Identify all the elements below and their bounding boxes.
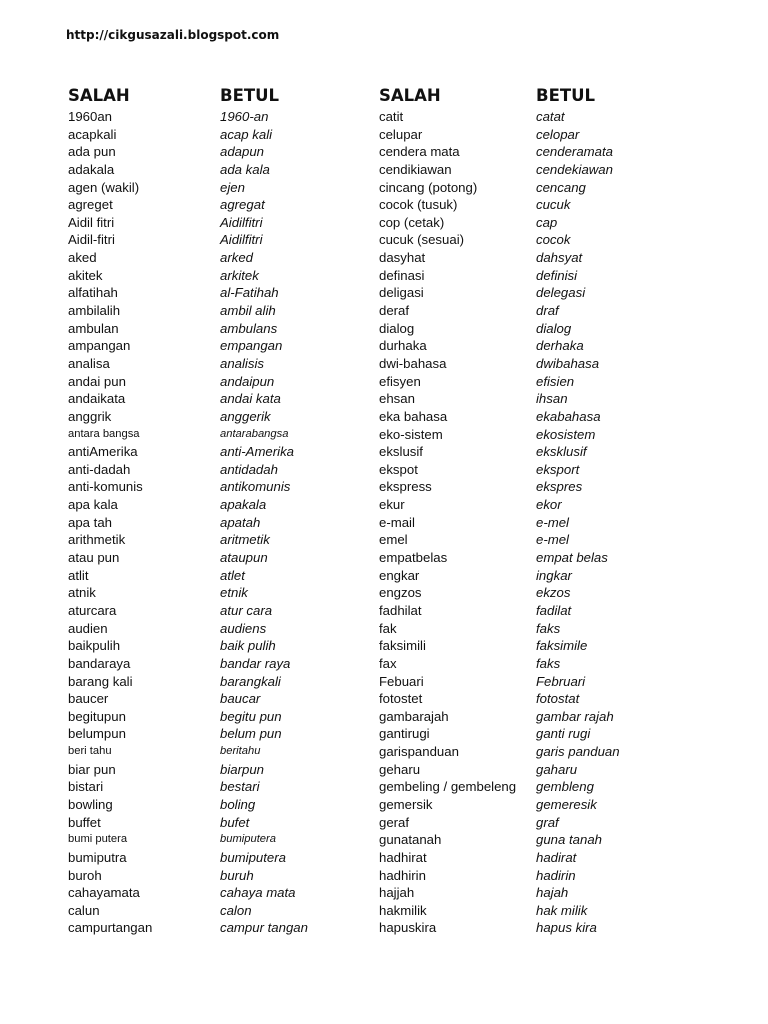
word-entry: gantirugi (379, 726, 430, 742)
word-entry: acapkali (68, 126, 117, 142)
word-entry: biarpun (220, 761, 264, 777)
word-entry: atur cara (220, 602, 273, 618)
entry-list (379, 108, 516, 937)
word-entry: definasi (379, 267, 425, 283)
word-entry: ihsan (536, 391, 568, 407)
word-entry: ataupun (220, 550, 268, 566)
word-entry: delegasi (536, 285, 586, 301)
word-entry: aturcara (68, 602, 117, 618)
word-entry: ambulans (220, 320, 278, 336)
word-entry: Aidil-fitri (68, 232, 115, 248)
column-salah-2 (379, 84, 516, 937)
word-entry: ekor (536, 497, 562, 513)
word-entry: barang kali (68, 673, 133, 689)
word-entry: hadirin (536, 867, 576, 883)
word-entry: arkitek (220, 267, 259, 283)
word-entry: fadhilat (379, 602, 422, 618)
word-entry: geraf (379, 814, 410, 830)
word-entry: draf (536, 303, 559, 319)
word-entry: hapuskira (379, 920, 437, 936)
word-entry: deraf (379, 303, 410, 319)
word-entry: ehsan (379, 391, 415, 407)
word-entry: dwibahasa (536, 355, 600, 371)
column-header: SALAH (68, 86, 130, 105)
word-entry: fax (379, 655, 397, 671)
word-entry: cahaya mata (220, 885, 296, 901)
word-entry: ambil alih (220, 303, 276, 319)
word-entry: dialog (536, 320, 572, 336)
word-entry: derhaka (536, 338, 584, 354)
word-entry: calon (220, 902, 252, 918)
word-entry: e-mel (536, 532, 569, 548)
word-entry: beri tahu (68, 745, 112, 758)
word-entry: atau pun (68, 550, 120, 566)
word-entry: catit (379, 109, 404, 124)
word-entry: bandaraya (68, 655, 131, 671)
word-entry: hak milik (536, 902, 588, 918)
word-entry: begitupun (68, 708, 126, 724)
entry-list (68, 108, 152, 937)
word-entry: cahayamata (68, 885, 140, 901)
word-entry: empatbelas (379, 550, 448, 566)
word-entry: garis panduan (536, 744, 620, 760)
word-entry: cincang (potong) (379, 179, 478, 195)
word-entry: bumiputera (220, 833, 276, 846)
word-entry: cucuk (536, 197, 571, 213)
word-entry: cucuk (sesuai) (379, 232, 465, 248)
word-entry: cendikiawan (379, 161, 452, 177)
word-entry: cendekiawan (536, 161, 613, 177)
word-entry: ambilalih (68, 303, 121, 319)
word-entry: e-mel (536, 514, 569, 530)
word-entry: barangkali (220, 673, 281, 689)
word-entry: apa kala (68, 497, 118, 513)
word-entry: gemeresik (536, 796, 597, 812)
word-entry: apakala (220, 497, 267, 513)
word-entry: aritmetik (220, 532, 270, 548)
word-entry: begitu pun (220, 708, 282, 724)
word-entry: buffet (68, 814, 101, 830)
word-entry: bandar raya (220, 655, 291, 671)
word-entry: emel (379, 532, 408, 548)
word-entry: anggerik (220, 408, 271, 424)
word-entry: cocok (536, 232, 571, 248)
word-entry: andaikata (68, 391, 126, 407)
word-entry: bistari (68, 779, 104, 795)
word-entry: efisyen (379, 373, 421, 389)
word-entry: ekosistem (536, 426, 596, 442)
column-header: SALAH (379, 86, 441, 105)
word-entry: bumi putera (68, 833, 128, 846)
word-entry: engkar (379, 567, 420, 583)
word-entry: faks (536, 655, 561, 671)
word-entry: gambar rajah (536, 708, 614, 724)
word-entry: anti-dadah (68, 461, 131, 477)
word-entry: antiAmerika (68, 444, 138, 460)
word-entry: arithmetik (68, 532, 126, 548)
word-entry: cop (cetak) (379, 214, 445, 230)
word-entry: hadirat (536, 849, 577, 865)
word-entry: adakala (68, 161, 115, 177)
word-entry: definisi (536, 267, 578, 283)
word-entry: agreget (68, 197, 113, 213)
word-entry: Aidilfitri (220, 214, 263, 230)
column-betul-1 (220, 84, 308, 937)
word-entry: atlet (220, 567, 245, 583)
word-entry: eka bahasa (379, 408, 448, 424)
word-entry: ekzos (536, 585, 571, 601)
word-entry: empat belas (536, 550, 608, 566)
word-entry: cencang (536, 179, 586, 195)
word-entry: anti-komunis (68, 479, 143, 495)
entry-list (536, 108, 620, 937)
word-entry: apa tah (68, 514, 112, 530)
word-entry: ekabahasa (536, 408, 601, 424)
word-entry: baik pulih (220, 638, 276, 654)
word-entry: Aidil fitri (68, 214, 115, 230)
word-entry: bufet (220, 814, 250, 830)
word-entry: analisa (68, 355, 110, 371)
word-entry: gemersik (379, 796, 433, 812)
word-entry: cendera mata (379, 144, 460, 160)
word-entry: campur tangan (220, 920, 308, 936)
word-entry: audien (68, 620, 108, 636)
word-entry: cocok (tusuk) (379, 197, 458, 213)
word-entry: gunatanah (379, 832, 442, 848)
word-entry: atlit (68, 567, 89, 583)
word-entry: eksport (536, 461, 580, 477)
word-entry: fadilat (536, 602, 572, 618)
word-entry: efisien (536, 373, 575, 389)
word-entry: ada kala (220, 161, 270, 177)
word-entry: gembleng (536, 779, 594, 795)
word-entry: hajjah (379, 885, 415, 901)
word-entry: faksimile (536, 638, 588, 654)
word-entry: hakmilik (379, 902, 427, 918)
word-entry: andaipun (220, 373, 275, 389)
blog-url: http://cikgusazali.blogspot.com (66, 28, 280, 42)
word-entry: atnik (68, 585, 96, 601)
word-entry: cenderamata (536, 144, 613, 160)
word-entry: belum pun (220, 726, 282, 742)
entry-list (220, 108, 308, 937)
word-entry: gambarajah (379, 708, 449, 724)
word-entry: ekur (379, 497, 405, 513)
word-entry: bumiputera (220, 849, 286, 865)
word-entry: boling (220, 796, 256, 812)
word-entry: calun (68, 902, 100, 918)
word-entry: graf (536, 814, 559, 830)
word-entry: gaharu (536, 761, 578, 777)
word-entry: campurtangan (68, 920, 153, 936)
word-entry: akitek (68, 267, 103, 283)
word-entry: analisis (220, 355, 264, 371)
word-entry: acap kali (220, 126, 273, 142)
word-entry: antara bangsa (68, 427, 140, 440)
word-entry: dahsyat (536, 250, 583, 266)
word-entry: ingkar (536, 567, 572, 583)
word-entry: belumpun (68, 726, 126, 742)
word-entry: celupar (379, 126, 423, 142)
word-entry: engzos (379, 585, 422, 601)
word-entry: ekspres (536, 479, 583, 495)
word-entry: al-Fatihah (220, 285, 279, 301)
word-entry: cap (536, 214, 558, 230)
word-entry: agregat (220, 197, 265, 213)
word-entry: garispanduan (379, 744, 459, 760)
word-entry: andai kata (220, 391, 281, 407)
word-entry: dialog (379, 320, 415, 336)
word-entry: bowling (68, 796, 113, 812)
word-entry: ekspress (379, 479, 432, 495)
word-entry: durhaka (379, 338, 427, 354)
word-entry: fak (379, 620, 397, 636)
word-entry: faks (536, 620, 561, 636)
word-entry: antikomunis (220, 479, 291, 495)
word-entry: audiens (220, 620, 267, 636)
word-entry: baucer (68, 691, 109, 707)
word-entry: ekslusif (379, 444, 423, 460)
column-betul-2 (536, 84, 620, 937)
word-entry: biar pun (68, 761, 116, 777)
word-entry: antidadah (220, 461, 278, 477)
word-entry: etnik (220, 585, 248, 601)
word-entry: hajah (536, 885, 569, 901)
word-entry: geharu (379, 761, 421, 777)
word-entry: ampangan (68, 338, 131, 354)
word-entry: 1960-an (220, 109, 269, 124)
word-entry: Febuari (379, 673, 424, 689)
word-entry: baikpulih (68, 638, 121, 654)
word-entry: apatah (220, 514, 261, 530)
word-entry: ganti rugi (536, 726, 591, 742)
word-entry: ambulan (68, 320, 119, 336)
word-entry: alfatihah (68, 285, 118, 301)
word-entry: fotostat (536, 691, 580, 707)
word-entry: deligasi (379, 285, 424, 301)
word-entry: bumiputra (68, 849, 127, 865)
word-entry: agen (wakil) (68, 179, 140, 195)
word-entry: empangan (220, 338, 283, 354)
word-entry: antarabangsa (220, 427, 289, 440)
word-entry: beritahu (220, 745, 261, 758)
word-entry: Februari (536, 673, 586, 689)
word-entry: catat (536, 109, 565, 124)
word-entry: baucar (220, 691, 261, 707)
word-entry: celopar (536, 126, 580, 142)
word-entry: gembeling / gembeleng (379, 779, 517, 795)
column-header: BETUL (220, 86, 280, 105)
word-entry: hapus kira (536, 920, 597, 936)
word-entry: Aidilfitri (220, 232, 263, 248)
word-entry: dwi-bahasa (379, 355, 447, 371)
word-entry: guna tanah (536, 832, 603, 848)
word-entry: anggrik (68, 408, 112, 424)
word-entry: adapun (220, 144, 265, 160)
word-entry: hadhirat (379, 849, 427, 865)
word-entry: fotostet (379, 691, 423, 707)
word-entry: eksklusif (536, 444, 587, 460)
word-entry: hadhirin (379, 867, 426, 883)
word-entry: bestari (220, 779, 260, 795)
word-entry: ada pun (68, 144, 116, 160)
word-entry: buruh (220, 867, 254, 883)
word-entry: 1960an (68, 109, 113, 124)
word-entry: aked (68, 250, 97, 266)
word-entry: ejen (220, 179, 245, 195)
word-entry: dasyhat (379, 250, 426, 266)
word-entry: e-mail (379, 514, 415, 530)
word-entry: eko-sistem (379, 426, 443, 442)
word-entry: anti-Amerika (220, 444, 295, 460)
word-entry: andai pun (68, 373, 126, 389)
word-entry: buroh (68, 867, 102, 883)
column-salah-1 (68, 84, 152, 937)
word-entry: faksimili (379, 638, 426, 654)
word-entry: arked (220, 250, 253, 266)
word-entry: ekspot (379, 461, 418, 477)
column-header: BETUL (536, 86, 596, 105)
